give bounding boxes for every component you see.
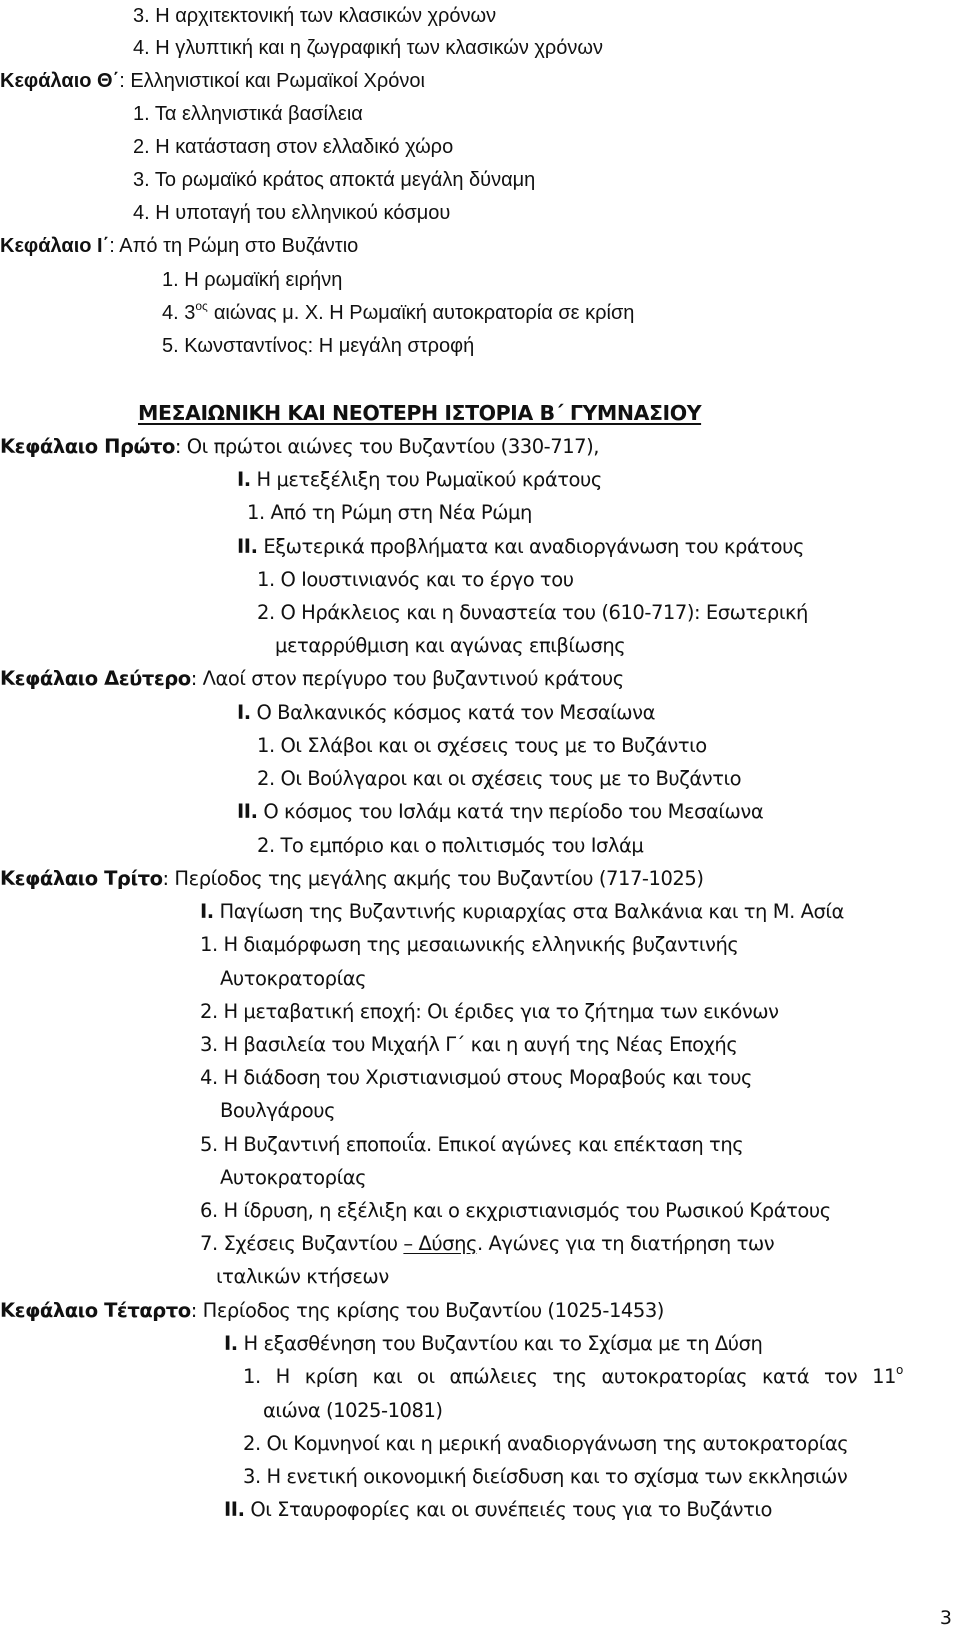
list-item [200, 1201, 831, 1221]
chapter-heading [0, 71, 425, 91]
list-item-text: 2. Οι Βούλγαροι και οι σχέσεις τους με το Βυζάντιο [257, 767, 742, 790]
chapter-title: : Λαοί στον περίγυρο του βυζαντινού κράτους [190, 667, 624, 690]
section-title: Οι Σταυροφορίες και οι συνέπειές τους για το Βυζάντιο [244, 1498, 773, 1521]
list-item-text: Βουλγάρους [220, 1099, 336, 1122]
page-number: 3 [939, 1607, 952, 1629]
list-item [243, 1363, 903, 1388]
list-item-continuation [220, 1101, 335, 1121]
chapter-label: Κεφάλαιο Πρώτο [0, 435, 175, 458]
list-item-word: οι [416, 1365, 435, 1388]
list-item-word: 1. [243, 1365, 261, 1388]
list-item-text: 1. Τα ελληνιστικά βασίλεια [133, 103, 363, 125]
section-numeral: Ι. [237, 701, 251, 724]
century-number: 11 [872, 1365, 896, 1388]
chapter-label: Κεφάλαιο Τέταρτο [0, 1299, 191, 1322]
list-item-text: 7. Σχέσεις Βυζαντίου [200, 1232, 404, 1255]
chapter-label: Κεφάλαιο Τρίτο [0, 867, 163, 890]
list-item-text: 2. Το εμπόριο και ο πολιτισμός του Ισλάμ [257, 834, 644, 857]
list-item-text: . Αγώνες για τη διατήρηση των [476, 1232, 775, 1255]
chapter-label: Κεφάλαιο Ι΄ [0, 235, 110, 257]
section-numeral: ΙΙ. [224, 1498, 245, 1521]
list-item [243, 1434, 848, 1454]
list-item [257, 603, 808, 623]
list-item [133, 38, 603, 58]
list-item-text: αιώνα (1025-1081) [263, 1399, 443, 1422]
ordinal-superscript: ος [195, 299, 208, 313]
list-item-text: 4. Η γλυπτική και η ζωγραφική των κλασικών χρόνων [133, 37, 604, 59]
section-numeral: Ι. [224, 1332, 238, 1355]
list-item-word: και [372, 1365, 403, 1388]
list-item-word: αυτοκρατορίας [601, 1365, 748, 1388]
list-item-text: 1. Από τη Ρώμη στη Νέα Ρώμη [247, 501, 532, 524]
list-item-text: 1. Η ρωμαϊκή ειρήνη [162, 269, 343, 291]
list-item [257, 570, 574, 590]
list-item [243, 1467, 847, 1487]
section-item [200, 902, 844, 922]
list-item-text: 2. Η μεταβατική εποχή: Οι έριδες για το ζήτημα των εικόνων [200, 1000, 779, 1023]
list-item [257, 769, 741, 789]
list-item [200, 935, 738, 955]
list-item-text: 4. Η υποταγή του ελληνικού κόσμου [133, 202, 451, 224]
list-item-continuation [275, 636, 625, 656]
list-item [162, 270, 342, 290]
list-item [257, 836, 643, 856]
list-item-text: 1. Η διαμόρφωση της μεσαιωνικής ελληνικής βυζαντινής [200, 933, 739, 956]
list-item-text: 4. Η διάδοση του Χριστιανισμού στους Μοραβούς και τους [200, 1066, 753, 1089]
list-item-text: 3. Το ρωμαϊκό κράτος αποκτά μεγάλη δύναμη [133, 169, 536, 191]
list-item-text: αιώνας μ. Χ. Η Ρωμαϊκή αυτοκρατορία σε κρίση [213, 302, 635, 324]
list-item [200, 1002, 779, 1022]
list-item-word: απώλειες [449, 1365, 538, 1388]
chapter-heading [0, 1301, 664, 1321]
list-item-number: 4. 3 [162, 302, 196, 324]
list-item [247, 503, 532, 523]
section-heading: ΜΕΣΑΙΩΝΙΚΗ ΚΑΙ ΝΕΟΤΕΡΗ ΙΣΤΟΡΙΑ Β΄ ΓΥΜΝΑΣΙΟΥ [138, 401, 702, 425]
list-item-text: 1. Ο Ιουστινιανός και το έργο του [257, 568, 574, 591]
list-item-word: κατά [761, 1365, 810, 1388]
section-title: Εξωτερικά προβλήματα και αναδιοργάνωση του κράτους [257, 535, 804, 558]
underlined-text: – Δύσης [403, 1232, 477, 1255]
section-title: Η εξασθένηση του Βυζαντίου και το Σχίσμα με τη Δύση [237, 1332, 763, 1355]
section-numeral: Ι. [237, 468, 251, 491]
list-item-text: 6. Η ίδρυση, η εξέλιξη και ο εκχριστιανισμός του Ρωσικού Κράτους [200, 1199, 831, 1222]
list-item-text: 2. Ο Ηράκλειος και η δυναστεία του (610-717): Εσωτερική [257, 601, 808, 624]
list-item-word [872, 1363, 903, 1388]
list-item [162, 336, 474, 356]
section-item [237, 537, 804, 557]
list-item-continuation [263, 1401, 443, 1421]
list-item [133, 104, 363, 124]
chapter-title: : Οι πρώτοι αιώνες του Βυζαντίου (330-717), [174, 435, 600, 458]
list-item [200, 1135, 743, 1155]
ordinal-superscript: ο [896, 1363, 903, 1377]
chapter-title: : Περίοδος της μεγάλης ακμής του Βυζαντίου (717-1025) [162, 867, 704, 890]
list-item-text: 5. Κωνσταντίνος: Η μεγάλη στροφή [162, 335, 475, 357]
chapter-title: : Περίοδος της κρίσης του Βυζαντίου (1025-1453) [190, 1299, 664, 1322]
list-item [133, 6, 496, 26]
chapter-heading [0, 669, 624, 689]
list-item-continuation [220, 1168, 366, 1188]
list-item-continuation [216, 1267, 389, 1287]
section-item [224, 1500, 772, 1520]
list-item [133, 203, 450, 223]
list-item [200, 1234, 774, 1254]
list-item-text: 3. Η βασιλεία του Μιχαήλ Γ΄ και η αυγή της Νέας Εποχής [200, 1033, 738, 1056]
list-item-word: Η [275, 1365, 290, 1388]
list-item-text: 5. Η Βυζαντινή εποποιΐα. Επικοί αγώνες και επέκταση της [200, 1133, 744, 1156]
list-item-word: της [552, 1365, 587, 1388]
list-item-text: 1. Οι Σλάβοι και οι σχέσεις τους με το Βυζάντιο [257, 734, 707, 757]
list-item [257, 736, 707, 756]
list-item [133, 170, 535, 190]
section-title: Παγίωση της Βυζαντινής κυριαρχίας στα Βαλκάνια και τη Μ. Ασία [213, 900, 844, 923]
list-item [200, 1035, 737, 1055]
chapter-heading [0, 236, 358, 256]
list-item-text: Αυτοκρατορίας [220, 967, 367, 990]
section-title: Ο Βαλκανικός κόσμος κατά τον Μεσαίωνα [250, 701, 656, 724]
list-item-text: ιταλικών κτήσεων [216, 1265, 389, 1288]
list-item-word: τον [823, 1365, 858, 1388]
list-item-text: 3. Η αρχιτεκτονική των κλασικών χρόνων [133, 5, 497, 27]
list-item-text: Αυτοκρατορίας [220, 1166, 367, 1189]
chapter-heading [0, 437, 599, 457]
list-item-text: 2. Η κατάσταση στον ελλαδικό χώρο [133, 136, 454, 158]
chapter-title: : Ελληνιστικοί και Ρωμαϊκοί Χρόνοι [119, 70, 425, 92]
list-item-text: μεταρρύθμιση και αγώνας επιβίωσης [275, 634, 626, 657]
list-item-text: 3. Η ενετική οικονομική διείσδυση και το σχίσμα των εκκλησιών [243, 1465, 848, 1488]
section-item [237, 802, 763, 822]
chapter-heading [0, 869, 703, 889]
section-title: Η μετεξέλιξη του Ρωμαϊκού κράτους [250, 468, 602, 491]
section-numeral: ΙΙ. [237, 800, 258, 823]
list-item [162, 299, 635, 324]
list-item-continuation [220, 969, 366, 989]
list-item [133, 137, 453, 157]
chapter-title: : Από τη Ρώμη στο Βυζάντιο [109, 235, 359, 257]
list-item-word: κρίση [304, 1365, 358, 1388]
section-item [237, 703, 655, 723]
section-title: Ο κόσμος του Ισλάμ κατά την περίοδο του Μεσαίωνα [257, 800, 764, 823]
section-numeral: ΙΙ. [237, 535, 258, 558]
chapter-label: Κεφάλαιο Δεύτερο [0, 667, 191, 690]
list-item [200, 1068, 752, 1088]
section-item [224, 1334, 762, 1354]
list-item-text: 2. Οι Κομνηνοί και η μερική αναδιοργάνωση της αυτοκρατορίας [243, 1432, 849, 1455]
section-numeral: Ι. [200, 900, 214, 923]
chapter-label: Κεφάλαιο Θ΄ [0, 70, 120, 92]
section-item [237, 470, 602, 490]
